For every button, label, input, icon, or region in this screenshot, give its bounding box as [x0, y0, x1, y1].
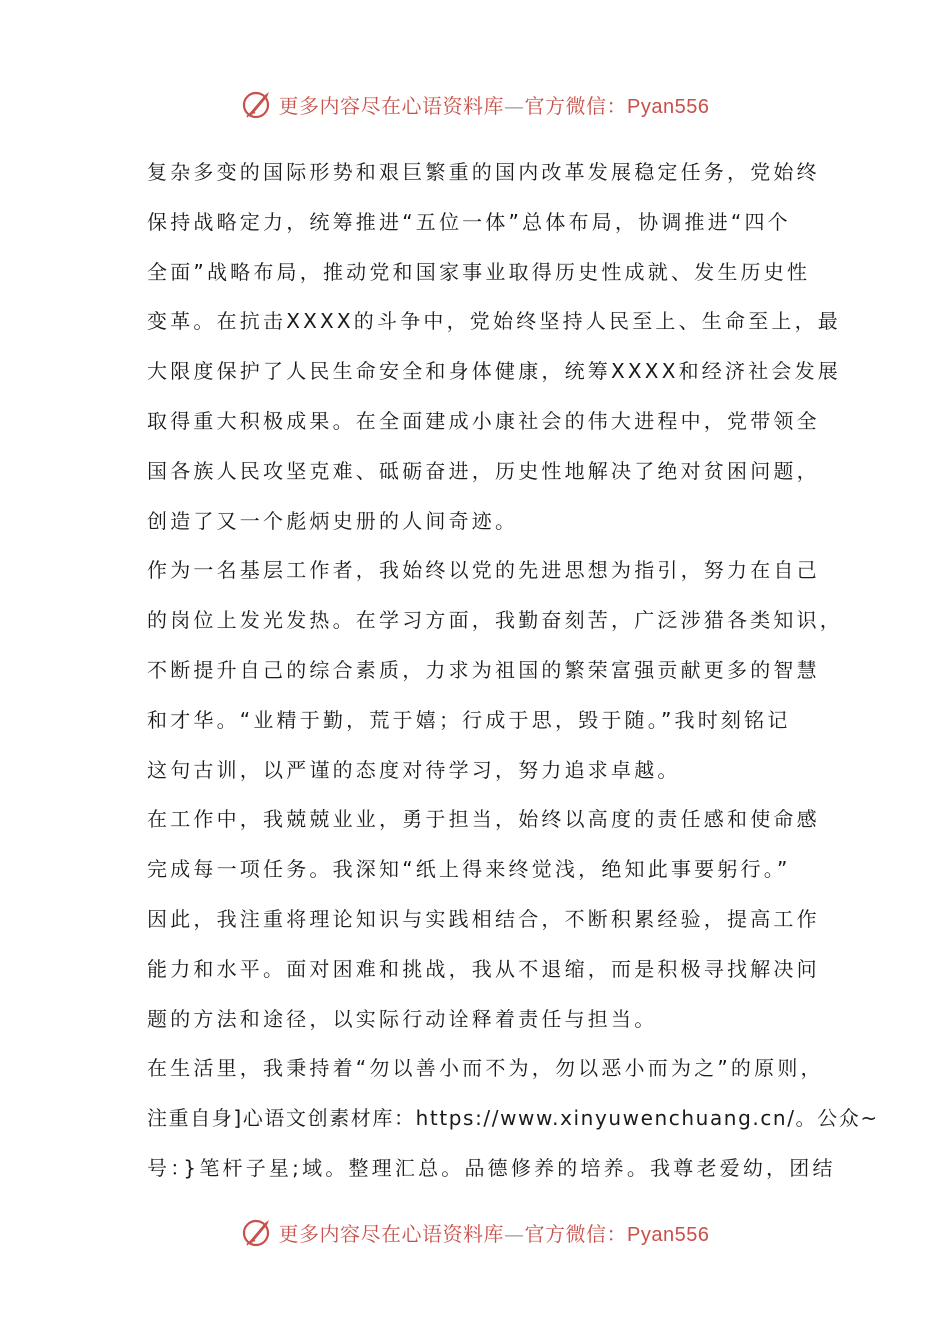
body-line: 创造了又一个彪炳史册的人间奇迹。 — [147, 508, 519, 533]
footer-banner — [0, 1212, 950, 1252]
body-line: 在工作中，我兢兢业业，勇于担当，始终以高度的责任感和使命感 — [147, 807, 820, 832]
body-line: 因此，我注重将理论知识与实践相结合，不断积累经验，提高工作 — [147, 906, 820, 931]
footer-banner-title: 更多内容尽在心语资料库 — [278, 1221, 505, 1246]
body-line: 号：}笔杆子星;域。整理汇总。品德修养的培养。我尊老爱幼，团结 — [147, 1155, 836, 1180]
pen-circle-logo-icon — [241, 1215, 275, 1249]
header-banner — [0, 84, 950, 124]
body-line: 的岗位上发光发热。在学习方面，我勤奋刻苦，广泛涉猎各类知识， — [147, 608, 843, 633]
body-line: 这句古训，以严谨的态度对待学习，努力追求卓越。 — [147, 757, 681, 782]
body-line: 完成每一项任务。我深知“纸上得来终觉浅，绝知此事要躬行。” — [147, 857, 791, 882]
body-line: 变革。在抗击XXXX的斗争中，党始终坚持人民至上、生命至上，最 — [147, 309, 842, 334]
body-line: 大限度保护了人民生命安全和身体健康，统筹XXXX和经济社会发展 — [147, 359, 842, 384]
body-line: 在生活里，我秉持着“勿以善小而不为，勿以恶小而为之”的原则， — [147, 1056, 824, 1081]
body-line: 能力和水平。面对困难和挑战，我从不退缩，而是积极寻找解决问 — [147, 956, 820, 981]
body-line: 不断提升自己的综合素质，力求为祖国的繁荣富强贡献更多的智慧 — [147, 657, 820, 682]
footer-banner-separator: — — [504, 1221, 525, 1246]
header-banner-contact: 官方微信：Pyan556 — [524, 95, 710, 118]
footer-banner-contact: 官方微信：Pyan556 — [524, 1223, 710, 1246]
header-banner-title: 更多内容尽在心语资料库 — [278, 93, 505, 118]
pen-circle-logo-icon — [241, 87, 275, 121]
body-line: 取得重大积极成果。在全面建成小康社会的伟大进程中，党带领全 — [147, 408, 820, 433]
body-line: 和才华。“业精于勤，荒于嬉；行成于思，毁于随。”我时刻铭记 — [147, 707, 791, 732]
document-body — [147, 148, 879, 1194]
body-line: 国各族人民攻坚克难、砥砺奋进，历史性地解决了绝对贫困问题， — [147, 458, 820, 483]
header-banner-text — [279, 90, 710, 119]
body-line: 作为一名基层工作者，我始终以党的先进思想为指引，努力在自己 — [147, 558, 820, 583]
footer-banner-text — [279, 1218, 710, 1247]
body-line: 复杂多变的国际形势和艰巨繁重的国内改革发展稳定任务，党始终 — [147, 160, 820, 184]
body-line: 注重自身]心语文创素材库：https://www.xinyuwenchuang.cn/。公众~ — [147, 1106, 879, 1131]
body-line: 全面”战略布局，推动党和国家事业取得历史性成就、发生历史性 — [147, 259, 811, 284]
body-line: 保持战略定力，统筹推进“五位一体”总体布局，协调推进“四个 — [147, 209, 791, 234]
header-banner-separator: — — [504, 93, 525, 118]
body-line: 题的方法和途径，以实际行动诠释着责任与担当。 — [147, 1006, 658, 1031]
